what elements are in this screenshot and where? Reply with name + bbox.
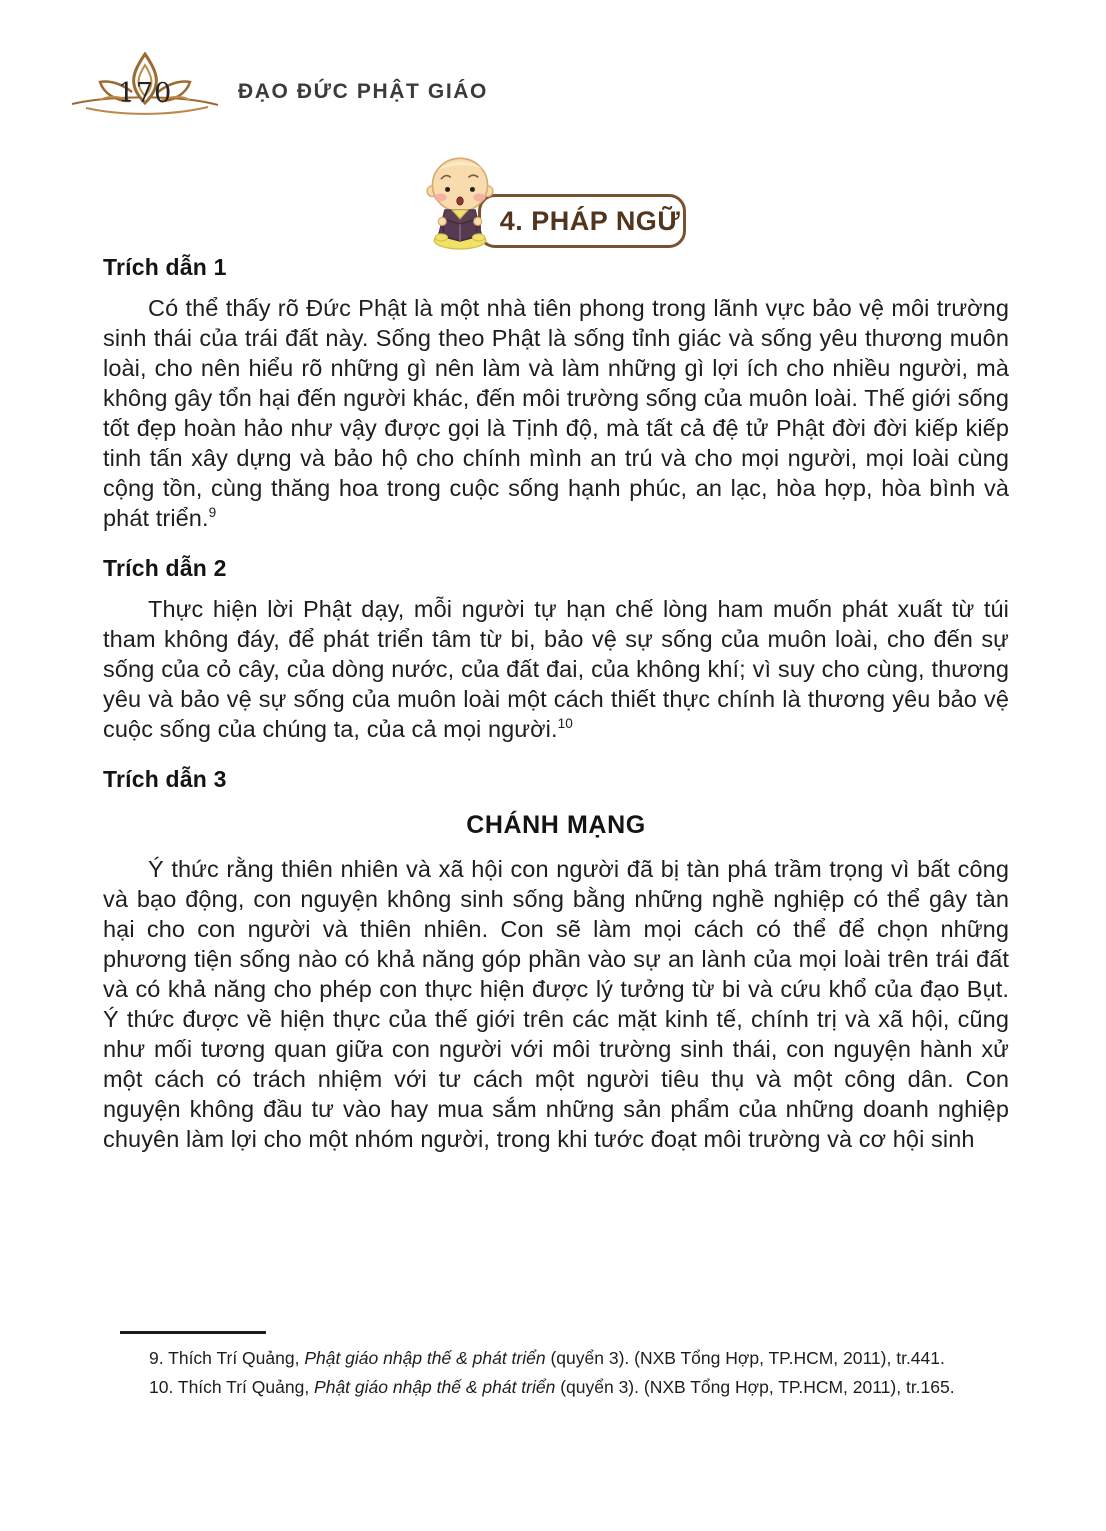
footnote-9	[103, 1344, 1009, 1373]
monk-mascot-svg	[420, 150, 500, 252]
section-trich-dan-2	[103, 555, 1009, 744]
paragraph-text: Thực hiện lời Phật dạy, mỗi người tự hạn chế lòng ham muốn phát xuất từ túi tham không đáy, để phát triển tâm từ bi, bảo vệ sự sống của muôn loài, cho đến sự sống của cỏ cây, của dòng nước, của đất đai, của không khí; vì suy cho cùng, thương yêu và bảo vệ sự sống của muôn loài một cách thiết thực chính là thương yêu bảo vệ cuộc sống của chúng ta, của cả mọi người.	[103, 596, 1009, 742]
footnote-10	[103, 1373, 1009, 1402]
paragraph	[103, 293, 1009, 533]
section-heading: Trích dẫn 1	[103, 254, 227, 280]
footnote-ref-10: 10	[557, 716, 573, 732]
sub-heading-chanh-mang: CHÁNH MẠNG	[466, 811, 646, 839]
paragraph	[103, 594, 1009, 744]
footnote-prefix: 10. Thích Trí Quảng,	[149, 1377, 315, 1397]
section-badge-pill	[478, 194, 686, 248]
section-badge-label: 4. PHÁP NGỮ	[499, 205, 681, 236]
book-title: ĐẠO ĐỨC PHẬT GIÁO	[238, 80, 488, 103]
page-number: 170	[117, 78, 173, 109]
section-trich-dan-3	[103, 766, 1009, 1154]
footnotes-area	[103, 1331, 1009, 1402]
paragraph-text: Ý thức rằng thiên nhiên và xã hội con người đã bị tàn phá trầm trọng vì bất công và bạo động, con nguyện không sinh sống bằng những nghề nghiệp có thể gây tàn hại cho con người và thiên nhiên. Con sẽ làm mọi cách có thể để chọn những phương tiện sống nào có khả năng góp phần vào sự an lành của mọi loài trên trái đất và có khả năng cho phép con thực hiện được lý tưởng từ bi và cứu khổ của đạo Bụt. Ý thức được về hiện thực của thế giới trên các mặt kinh tế, chính trị và xã hội, cũng như mối tương quan giữa con người với môi trường sinh thái, con nguyện hành xử một cách có trách nhiệm với tư cách một người tiêu thụ và một công dân. Con nguyện không đầu tư vào hay mua sắm những sản phẩm của những doanh nghiệp chuyên làm lợi cho một nhóm người, trong khi tước đoạt môi trường và cơ hội sinh	[103, 856, 1009, 1152]
footnote-prefix: 9. Thích Trí Quảng,	[149, 1348, 305, 1368]
section-trich-dan-1	[103, 254, 1009, 533]
monk-mascot-icon	[420, 150, 500, 252]
section-badge	[420, 148, 686, 252]
footnote-suffix: (quyển 3). (NXB Tổng Hợp, TP.HCM, 2011), tr.441.	[545, 1348, 945, 1368]
page-header	[70, 50, 488, 120]
section-heading: Trích dẫn 2	[103, 555, 227, 581]
footnote-ref-9: 9	[208, 505, 217, 521]
footnote-book-title: Phật giáo nhập thế & phát triển	[304, 1348, 546, 1368]
section-heading: Trích dẫn 3	[103, 766, 227, 792]
page-content	[103, 254, 1009, 1162]
paragraph-text: Có thể thấy rõ Đức Phật là một nhà tiên phong trong lãnh vực bảo vệ môi trường sinh thái của trái đất này. Sống theo Phật là sống tỉnh giác và sống yêu thương muôn loài, cho nên hiểu rõ những gì nên làm và làm những gì lợi ích cho nhiều người, mà không gây tổn hại đến người khác, đến môi trường sống của muôn loài. Thế giới sống tốt đẹp hoàn hảo như vậy được gọi là Tịnh độ, mà tất cả đệ tử Phật đời đời kiếp kiếp tinh tấn xây dựng và bảo hộ cho chính mình an trú và cho mọi người, mọi loài cùng cộng tồn, cùng thăng hoa trong cuộc sống hạnh phúc, an lạc, hòa hợp, hòa bình và phát triển.	[103, 295, 1009, 531]
footnote-suffix: (quyển 3). (NXB Tổng Hợp, TP.HCM, 2011), tr.165.	[555, 1377, 955, 1397]
paragraph	[103, 854, 1009, 1154]
lotus-logo	[70, 52, 220, 118]
footnote-book-title: Phật giáo nhập thế & phát triển	[314, 1377, 556, 1397]
footnote-separator	[120, 1331, 266, 1334]
